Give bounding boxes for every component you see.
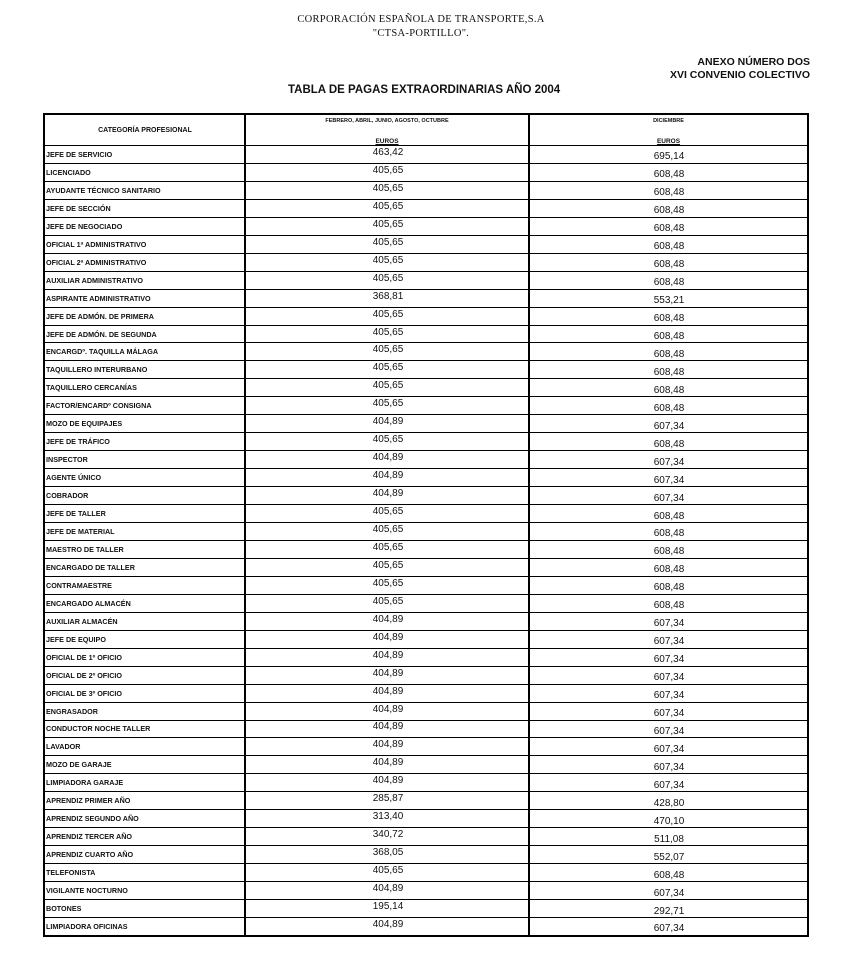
december-amount-cell: 607,34: [653, 725, 685, 737]
table-row: [45, 917, 807, 935]
months-amount-cell: 405,65: [372, 434, 404, 446]
category-cell: OFICIAL 1ª ADMINISTRATIVO: [46, 239, 147, 249]
category-cell: JEFE DE MATERIAL: [46, 526, 115, 536]
category-cell: LIMPIADORA OFICINAS: [46, 921, 128, 931]
category-cell: TAQUILLERO INTERURBANO: [46, 365, 148, 375]
category-cell: JEFE DE TRÁFICO: [46, 437, 110, 447]
december-amount-cell: 608,48: [653, 348, 685, 360]
december-amount-cell: 607,34: [653, 492, 685, 504]
table-row: [45, 307, 807, 325]
table-row: [45, 630, 807, 648]
table-row: [45, 576, 807, 594]
category-cell: ENCARGADO ALMACÉN: [46, 598, 131, 608]
table-row: [45, 791, 807, 809]
table-row: [45, 881, 807, 899]
december-amount-cell: 695,14: [653, 151, 685, 163]
december-amount-cell: 607,34: [653, 923, 685, 935]
december-amount-cell: 607,34: [653, 779, 685, 791]
months-amount-cell: 405,65: [372, 865, 404, 877]
table-row: [45, 863, 807, 881]
table-row: [45, 702, 807, 720]
december-amount-cell: 607,34: [653, 474, 685, 486]
table-body: [45, 145, 807, 935]
category-cell: APRENDIZ PRIMER AÑO: [46, 796, 131, 806]
months-amount-cell: 404,89: [372, 685, 404, 697]
category-cell: CONTRAMAESTRE: [46, 580, 112, 590]
months-amount-cell: 405,65: [372, 380, 404, 392]
months-amount-cell: 405,65: [372, 164, 404, 176]
table-row: [45, 648, 807, 666]
table-row: [45, 163, 807, 181]
table-row: [45, 540, 807, 558]
table-row: [45, 827, 807, 845]
months-amount-cell: 404,89: [372, 918, 404, 930]
months-amount-cell: 405,65: [372, 308, 404, 320]
december-amount-cell: 608,48: [653, 546, 685, 558]
table-row: [45, 809, 807, 827]
category-cell: ENCARGADO DE TALLER: [46, 562, 135, 572]
december-amount-cell: 608,48: [653, 510, 685, 522]
header-december-label: DICIEMBRE: [653, 118, 684, 124]
category-cell: AUXILIAR ADMINISTRATIVO: [46, 275, 144, 285]
category-cell: OFICIAL DE 3º OFICIO: [46, 688, 122, 698]
category-cell: MOZO DE EQUIPAJES: [46, 419, 123, 429]
header-months: [246, 115, 528, 145]
december-amount-cell: 608,48: [653, 402, 685, 414]
category-cell: JEFE DE TALLER: [46, 509, 106, 519]
december-amount-cell: 607,34: [653, 672, 685, 684]
category-cell: AYUDANTE TÉCNICO SANITARIO: [46, 185, 161, 195]
months-amount-cell: 340,72: [372, 829, 404, 841]
months-amount-cell: 404,89: [372, 416, 404, 428]
months-amount-cell: 313,40: [372, 811, 404, 823]
category-cell: LIMPIADORA GARAJE: [46, 778, 124, 788]
months-amount-cell: 404,89: [372, 452, 404, 464]
december-amount-cell: 608,48: [653, 223, 685, 235]
december-amount-cell: 608,48: [653, 277, 685, 289]
table-row: [45, 199, 807, 217]
december-amount-cell: 607,34: [653, 636, 685, 648]
months-amount-cell: 405,65: [372, 541, 404, 553]
table-title: TABLA DE PAGAS EXTRAORDINARIAS AÑO 2004: [288, 84, 561, 96]
category-cell: AUXILIAR ALMACÉN: [46, 616, 118, 626]
december-amount-cell: 607,34: [653, 618, 685, 630]
category-cell: ASPIRANTE ADMINISTRATIVO: [46, 293, 151, 303]
category-cell: JEFE DE EQUIPO: [46, 634, 106, 644]
payments-table: [43, 113, 809, 937]
category-cell: TAQUILLERO CERCANÍAS: [46, 383, 137, 393]
table-row: [45, 845, 807, 863]
category-cell: INSPECTOR: [46, 455, 88, 465]
months-amount-cell: 405,65: [372, 506, 404, 518]
months-amount-cell: 404,89: [372, 488, 404, 500]
months-amount-cell: 405,65: [372, 218, 404, 230]
category-cell: CONDUCTOR NOCHE TALLER: [46, 724, 151, 734]
december-amount-cell: 607,34: [653, 708, 685, 720]
table-row: [45, 773, 807, 791]
december-amount-cell: 607,34: [653, 654, 685, 666]
category-cell: BOTONES: [46, 904, 82, 913]
table-row: [45, 612, 807, 630]
category-cell: MAESTRO DE TALLER: [46, 544, 124, 554]
december-amount-cell: 470,10: [653, 815, 685, 827]
table-row: [45, 325, 807, 343]
december-amount-cell: 608,48: [653, 259, 685, 271]
table-row: [45, 145, 807, 163]
december-amount-cell: 607,34: [653, 420, 685, 432]
category-cell: MOZO DE GARAJE: [46, 760, 112, 770]
months-amount-cell: 405,65: [372, 577, 404, 589]
category-cell: JEFE DE ADMÓN. DE SEGUNDA: [46, 329, 157, 339]
table-row: [45, 666, 807, 684]
december-amount-cell: 608,48: [653, 528, 685, 540]
months-amount-cell: 405,65: [372, 559, 404, 571]
category-cell: APRENDIZ CUARTO AÑO: [46, 850, 134, 860]
category-cell: COBRADOR: [46, 491, 89, 501]
category-cell: LICENCIADO: [46, 167, 91, 177]
months-amount-cell: 195,14: [372, 901, 404, 912]
table-row: [45, 253, 807, 271]
category-cell: ENGRASADOR: [46, 706, 98, 716]
table-row: [45, 684, 807, 702]
december-amount-cell: 608,48: [653, 169, 685, 181]
december-amount-cell: 607,34: [653, 456, 685, 468]
table-row: [45, 378, 807, 396]
december-amount-cell: 607,34: [653, 761, 685, 773]
table-row: [45, 504, 807, 522]
months-amount-cell: 404,89: [372, 739, 404, 751]
december-amount-cell: 608,48: [653, 438, 685, 450]
months-amount-cell: 405,65: [372, 398, 404, 410]
table-row: [45, 342, 807, 360]
december-amount-cell: 607,34: [653, 743, 685, 755]
months-amount-cell: 405,65: [372, 595, 404, 607]
header-december: [530, 115, 807, 145]
months-amount-cell: 405,65: [372, 326, 404, 338]
december-amount-cell: 607,34: [653, 887, 685, 899]
table-row: [45, 271, 807, 289]
table-row: [45, 594, 807, 612]
header-category: CATEGORÍA PROFESIONAL: [98, 126, 192, 134]
months-amount-cell: 404,89: [372, 703, 404, 715]
december-amount-cell: 608,48: [653, 241, 685, 253]
table-row: [45, 720, 807, 738]
december-amount-cell: 608,48: [653, 869, 685, 881]
months-amount-cell: 404,89: [372, 883, 404, 895]
months-amount-cell: 404,89: [372, 721, 404, 733]
months-amount-cell: 285,87: [372, 793, 404, 805]
header-months-currency: EUROS: [375, 138, 399, 145]
december-amount-cell: 608,48: [653, 564, 685, 576]
category-cell: JEFE DE ADMÓN. DE PRIMERA: [46, 311, 154, 321]
months-amount-cell: 404,89: [372, 470, 404, 482]
category-cell: LAVADOR: [46, 742, 81, 752]
table-row: [45, 217, 807, 235]
months-amount-cell: 404,89: [372, 649, 404, 661]
table-row: [45, 755, 807, 773]
category-cell: OFICIAL 2ª ADMINISTRATIVO: [46, 257, 147, 267]
category-cell: ENCARGDº. TAQUILLA MÁLAGA: [46, 347, 159, 357]
category-cell: TELEFONISTA: [46, 868, 96, 878]
category-cell: OFICIAL DE 2º OFICIO: [46, 670, 122, 680]
months-amount-cell: 404,89: [372, 613, 404, 625]
table-row: [45, 558, 807, 576]
category-cell: JEFE DE NEGOCIADO: [46, 221, 123, 231]
category-cell: JEFE DE SERVICIO: [46, 149, 113, 159]
months-amount-cell: 405,65: [372, 344, 404, 356]
annex-number: ANEXO NÚMERO DOS: [697, 56, 810, 68]
months-amount-cell: 405,65: [372, 182, 404, 194]
months-amount-cell: 404,89: [372, 667, 404, 679]
company-name: CORPORACIÓN ESPAÑOLA DE TRANSPORTE,S.A: [297, 14, 545, 25]
december-amount-cell: 608,48: [653, 366, 685, 378]
category-cell: OFICIAL DE 1º OFICIO: [46, 652, 122, 662]
months-amount-cell: 463,42: [372, 146, 404, 158]
category-cell: VIGILANTE NOCTURNO: [46, 886, 128, 896]
table-row: [45, 360, 807, 378]
months-amount-cell: 368,81: [372, 290, 404, 302]
table-row: [45, 289, 807, 307]
collective-agreement: XVI CONVENIO COLECTIVO: [669, 69, 810, 81]
december-amount-cell: 608,48: [653, 331, 685, 342]
months-amount-cell: 405,65: [372, 236, 404, 248]
table-row: [45, 486, 807, 504]
months-amount-cell: 404,89: [372, 775, 404, 787]
table-row: [45, 899, 807, 917]
december-amount-cell: 428,80: [653, 797, 685, 809]
months-amount-cell: 405,65: [372, 523, 404, 535]
december-amount-cell: 608,48: [653, 582, 685, 594]
months-amount-cell: 404,89: [372, 631, 404, 643]
category-cell: APRENDIZ SEGUNDO AÑO: [46, 814, 139, 824]
december-amount-cell: 511,08: [654, 833, 684, 845]
december-amount-cell: 608,48: [653, 600, 685, 612]
months-amount-cell: 405,65: [372, 200, 404, 212]
category-cell: APRENDIZ TERCER AÑO: [46, 832, 132, 842]
company-subname: "CTSA-PORTILLO".: [372, 28, 470, 39]
december-amount-cell: 608,48: [653, 187, 685, 199]
months-amount-cell: 404,89: [372, 757, 404, 769]
december-amount-cell: 607,34: [653, 690, 685, 702]
months-amount-cell: 405,65: [372, 362, 404, 374]
table-row: [45, 468, 807, 486]
category-cell: FACTOR/ENCARDº CONSIGNA: [46, 401, 152, 411]
table-row: [45, 235, 807, 253]
table-row: [45, 737, 807, 755]
table-row: [45, 181, 807, 199]
category-cell: JEFE DE SECCIÓN: [46, 203, 111, 213]
months-amount-cell: 405,65: [372, 254, 404, 266]
december-amount-cell: 608,48: [653, 313, 685, 325]
header-december-currency: EUROS: [656, 138, 681, 145]
category-cell: AGENTE ÚNICO: [46, 473, 102, 483]
months-amount-cell: 368,05: [372, 847, 404, 859]
table-row: [45, 432, 807, 450]
table-row: [45, 522, 807, 540]
table-row: [45, 450, 807, 468]
december-amount-cell: 608,48: [653, 384, 685, 396]
header-months-label: FEBRERO, ABRIL, JUNIO, AGOSTO, OCTUBRE: [325, 118, 449, 124]
december-amount-cell: 608,48: [653, 205, 685, 217]
table-row: [45, 414, 807, 432]
december-amount-cell: 552,07: [653, 851, 685, 863]
months-amount-cell: 405,65: [372, 272, 404, 284]
december-amount-cell: 292,71: [653, 905, 685, 917]
table-row: [45, 396, 807, 414]
december-amount-cell: 553,21: [653, 295, 685, 307]
